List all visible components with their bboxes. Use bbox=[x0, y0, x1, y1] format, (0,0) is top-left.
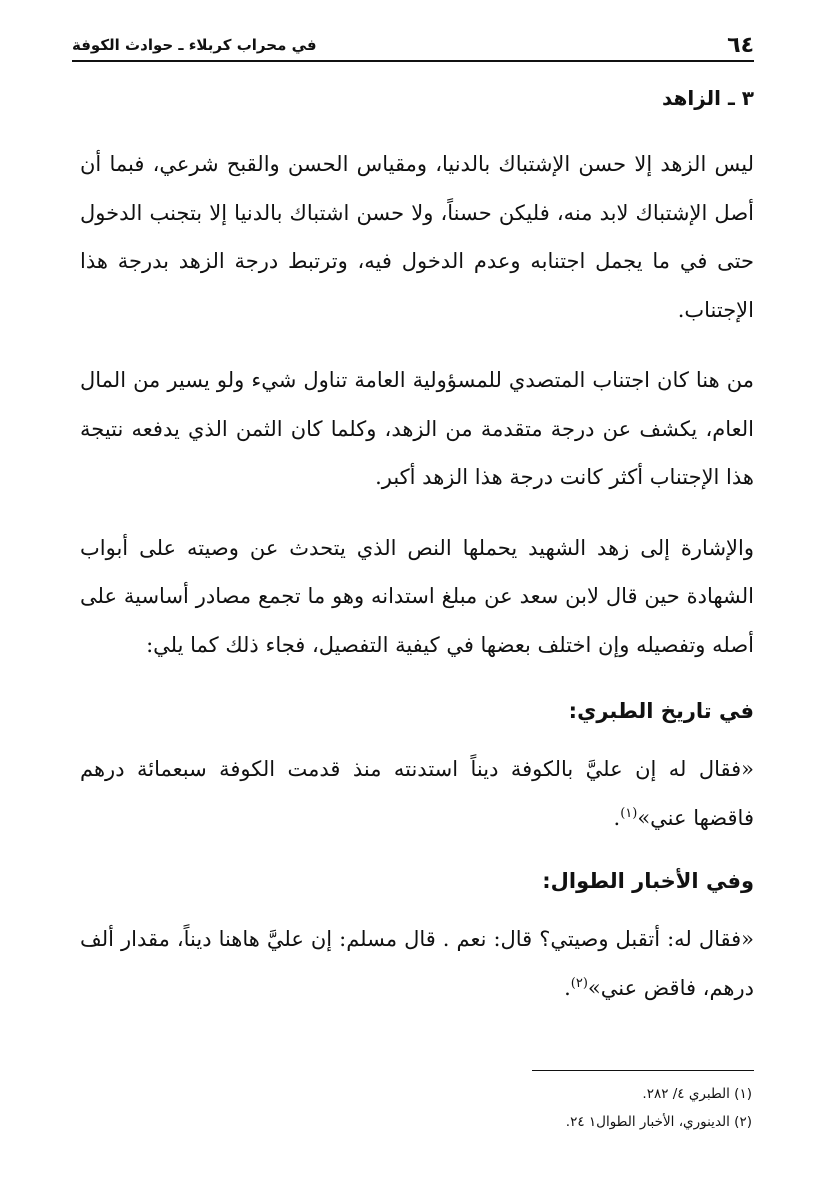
quote-text: «فقال له: أتقبل وصيتي؟ قال: نعم . قال مسلم: إن عليَّ هاهنا ديناً، مقدار ألف درهم، فاقض عني» bbox=[80, 927, 754, 1000]
section-heading: ٣ ـ الزاهد bbox=[661, 86, 754, 110]
source-heading-tabari: في تاريخ الطبري: bbox=[568, 699, 754, 723]
running-title: في محراب كربلاء ـ حوادث الكوفة bbox=[72, 36, 317, 54]
source-heading-akhbar: وفي الأخبار الطوال: bbox=[542, 869, 754, 893]
footnotes bbox=[80, 1080, 752, 1136]
paragraph-public-money: من هنا كان اجتناب المتصدي للمسؤولية العامة تناول شيء ولو يسير من المال العام، يكشف عن درجة متقدمة من الزهد، وكلما كان الثمن الذي يدفعه نتيجة هذا الإجتناب أكثر كانت درجة هذا الزهد أكبر. bbox=[80, 368, 754, 489]
footnote-ref[interactable]: (١) bbox=[620, 806, 638, 821]
quote-tail: . bbox=[613, 806, 621, 830]
paragraph-definition: ليس الزهد إلا حسن الإشتباك بالدنيا، ومقياس الحسن والقبح شرعي، فبما أن أصل الإشتباك لابد منه، فليكن حسناً، ولا حسن اشتباك بالدنيا إلا بتجنب الدخول حتى في ما يجمل اجتنابه وعدم الدخول فيه، وترتبط درجة الزهد بدرجة هذا الإجتناب. bbox=[80, 152, 754, 322]
quote-text: «فقال له إن عليَّ بالكوفة ديناً استدنته منذ قدمت الكوفة سبعمائة درهم فاقضها عني» bbox=[80, 757, 754, 830]
quote-akhbar bbox=[80, 915, 754, 1013]
page-number: ٦٤ bbox=[727, 32, 754, 58]
footnote-separator bbox=[532, 1070, 754, 1071]
footnote-ref[interactable]: (٢) bbox=[570, 976, 588, 991]
paragraph-will: والإشارة إلى زهد الشهيد يحملها النص الذي يتحدث عن وصيته على أبواب الشهادة حين قال لابن سعد عن مبلغ استدانه وهو ما تجمع مصادر أساسية على أصله وتفصيله وإن اختلف بعضها في كيفية التفصيل، فجاء ذلك كما يلي: bbox=[80, 535, 754, 657]
quote-tabari bbox=[80, 745, 754, 843]
quote-tail: . bbox=[564, 976, 571, 1000]
running-header bbox=[72, 30, 754, 62]
page-body bbox=[80, 78, 754, 1031]
footnote-item: (١) الطبري ٤/ ٢٨٢. bbox=[642, 1086, 752, 1102]
footnote-item: (٢) الدينوري، الأخبار الطوال١ ٢٤. bbox=[565, 1114, 752, 1130]
